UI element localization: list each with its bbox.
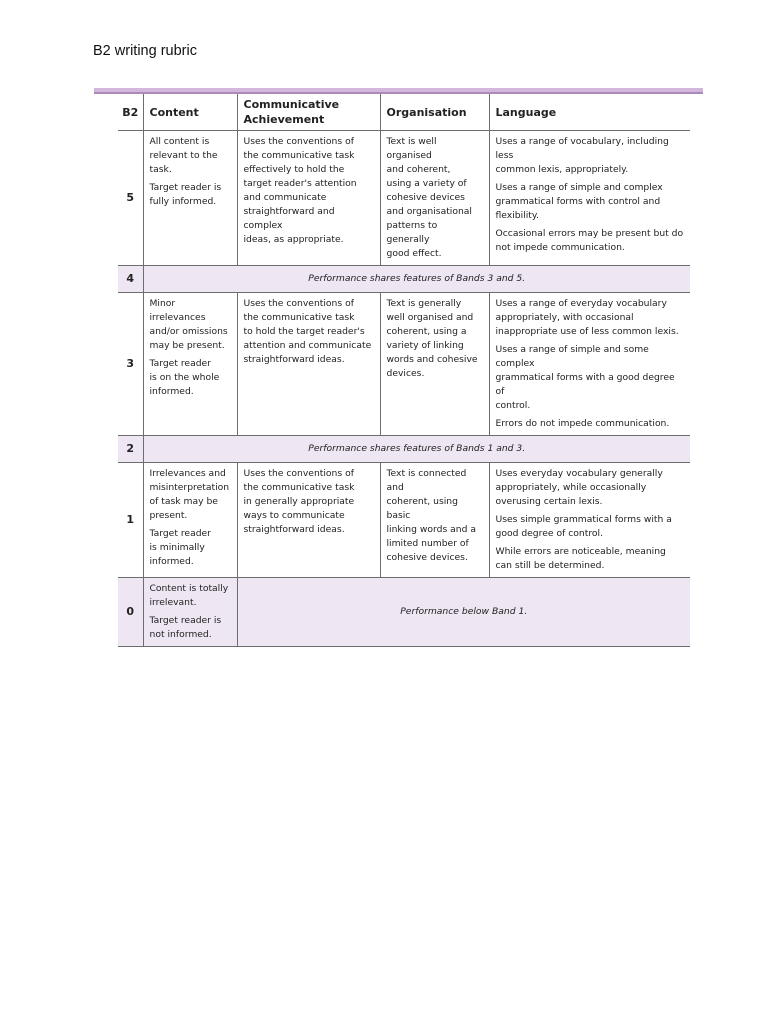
- header-row: [118, 94, 690, 131]
- header-content: Content: [143, 94, 237, 131]
- band-0-content-text: Content is totally irrelevant.: [149, 583, 229, 608]
- band-5-language-text: Uses a range of simple and complex grammatical forms with control and flexibility.: [495, 182, 663, 221]
- band-number: 0: [118, 578, 143, 647]
- band-3-communicative: [237, 293, 380, 436]
- band-1-language-text: Uses everyday vocabulary generally appropriately, while occasionally overusing certain lexis.: [495, 468, 663, 507]
- header-communicative-label: Communicative Achievement: [243, 98, 340, 126]
- band-1-language-text: While errors are noticeable, meaning can still be determined.: [495, 546, 666, 571]
- band-3-content-text: Minor irrelevances and/or omissions may be present.: [149, 298, 228, 351]
- band-1-organisation-text: Text is connected and coherent, using basic linking words and a limited number of cohesive devices.: [386, 468, 477, 563]
- band-5-communicative: [237, 131, 380, 266]
- band-3-content-text: Target reader is on the whole informed.: [149, 358, 220, 397]
- band-3-communicative-text: Uses the conventions of the communicative task to hold the target reader's attention and communicate straightforward ideas.: [243, 298, 372, 365]
- band-5-language-text: Occasional errors may be present but do not impede communication.: [495, 228, 684, 253]
- rubric-table-container: [118, 88, 690, 647]
- band-number: 1: [118, 463, 143, 578]
- header-organisation: Organisation: [380, 94, 489, 131]
- band-4-row: [118, 266, 690, 293]
- band-0-content-text: Target reader is not informed.: [149, 615, 222, 640]
- band-1-communicative: [237, 463, 380, 578]
- band-0-row: [118, 578, 690, 647]
- band-5-language: [489, 131, 690, 266]
- band-1-communicative-text: Uses the conventions of the communicative task in generally appropriate ways to communicate straightforward ideas.: [243, 468, 355, 535]
- band-3-language-text: Uses a range of simple and some complex grammatical forms with a good degree of control.: [495, 344, 675, 411]
- band-5-content-text: Target reader is fully informed.: [149, 182, 222, 207]
- band-5-content-text: All content is relevant to the task.: [149, 136, 218, 175]
- band-1-organisation: [380, 463, 489, 578]
- document-title: B2 writing rubric: [93, 43, 197, 59]
- band-number: 4: [118, 266, 143, 293]
- header-language: Language: [489, 94, 690, 131]
- band-3-language: [489, 293, 690, 436]
- band-3-language-text: Uses a range of everyday vocabulary appropriately, with occasional inappropriate use of less common lexis.: [495, 298, 679, 337]
- band-5-organisation-text: Text is well organised and coherent, using a variety of cohesive devices and organisational patterns to generally good effect.: [386, 136, 472, 259]
- band-5-content: [143, 131, 237, 266]
- band-3-language-text: Errors do not impede communication.: [495, 418, 670, 429]
- band-3-organisation-text: Text is generally well organised and coherent, using a variety of linking words and cohesive devices.: [386, 298, 478, 379]
- band-1-content-text: Target reader is minimally informed.: [149, 528, 211, 567]
- band-1-row: [118, 463, 690, 578]
- band-3-organisation: [380, 293, 489, 436]
- band-0-content: [143, 578, 237, 647]
- band-number: 2: [118, 436, 143, 463]
- band-1-language: [489, 463, 690, 578]
- band-4-shared-text: Performance shares features of Bands 3 and 5.: [143, 266, 690, 293]
- band-1-content: [143, 463, 237, 578]
- band-3-content: [143, 293, 237, 436]
- band-1-language-text: Uses simple grammatical forms with a good degree of control.: [495, 514, 672, 539]
- band-5-language-text: Uses a range of vocabulary, including less common lexis, appropriately.: [495, 136, 669, 175]
- rubric-table: [118, 94, 690, 647]
- band-5-row: [118, 131, 690, 266]
- band-3-row: [118, 293, 690, 436]
- band-2-shared-text: Performance shares features of Bands 1 and 3.: [143, 436, 690, 463]
- band-1-content-text: Irrelevances and misinterpretation of task may be present.: [149, 468, 230, 521]
- header-level: B2: [118, 94, 143, 131]
- band-number: 5: [118, 131, 143, 266]
- band-0-below-text: Performance below Band 1.: [237, 578, 690, 647]
- band-2-row: [118, 436, 690, 463]
- band-number: 3: [118, 293, 143, 436]
- header-communicative-achievement: [237, 94, 380, 131]
- band-5-organisation: [380, 131, 489, 266]
- band-5-communicative-text: Uses the conventions of the communicative task effectively to hold the target reader's attention and communicate straightforward and complex ideas, as appropriate.: [243, 136, 357, 245]
